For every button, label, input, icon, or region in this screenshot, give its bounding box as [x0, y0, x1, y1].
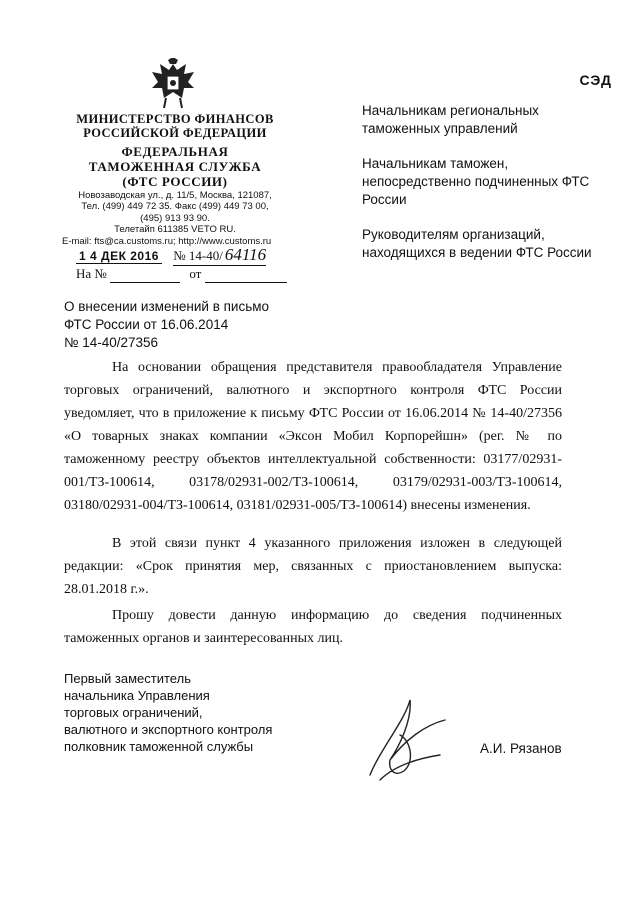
- letter-subject: [64, 298, 314, 353]
- addressee-3: Руководителям организаций, находящихся в ведении ФТС России: [362, 227, 592, 261]
- body-paragraph-2: [64, 532, 562, 601]
- body-paragraph-1: [64, 356, 562, 517]
- body-paragraph-3: [64, 604, 562, 650]
- signatory-title-line-1: Первый заместитель: [64, 671, 191, 686]
- signatory-title-line-2: начальника Управления: [64, 688, 210, 703]
- signatory-title: [64, 670, 324, 755]
- paragraph-2-text: В этой связи пункт 4 указанного приложения изложен в следующей редакции: «Срок принятия мер, связанных с приостановлением выпуска: 28.01.2018 г.».: [64, 536, 562, 597]
- subject-line-1: О внесении изменений в письмо: [64, 299, 270, 314]
- ministry-line-2: РОССИЙСКОЙ ФЕДЕРАЦИИ: [83, 126, 267, 141]
- service-name: [60, 145, 290, 190]
- reply-reference-line: [76, 266, 287, 283]
- reply-date-blank: [205, 266, 287, 283]
- email-line: E-mail: fts@ca.customs.ru; http://www.customs.ru: [62, 235, 272, 247]
- registration-date: 1 4 ДЕК 2016: [76, 249, 162, 264]
- registration-number-handwritten: 64116: [224, 245, 267, 264]
- phone-line-2: (495) 913 93 90.: [140, 212, 210, 224]
- service-line-2: ТАМОЖЕННАЯ СЛУЖБА: [88, 158, 262, 174]
- registration-line: [76, 245, 266, 266]
- addressee-2: Начальникам таможен, непосредственно подчиненных ФТС России: [362, 156, 590, 208]
- signatory-title-line-3: торговых ограничений,: [64, 705, 203, 720]
- signatory-title-line-4: валютного и экспортного контроля: [64, 722, 273, 737]
- reply-number-blank: [110, 266, 180, 283]
- coat-of-arms-icon: [150, 58, 196, 110]
- service-line-3: (ФТС РОССИИ): [122, 173, 228, 189]
- signatory-name: А.И. Рязанов: [480, 741, 562, 756]
- document-system-mark: СЭД: [579, 72, 612, 88]
- addressee-1: Начальникам региональных таможенных управлений: [362, 103, 539, 137]
- ministry-line-1: МИНИСТЕРСТВО ФИНАНСОВ: [76, 112, 274, 126]
- subject-line-2: ФТС России от 16.06.2014: [64, 317, 229, 333]
- reply-from-label: от: [189, 266, 202, 281]
- signatory-title-line-5: полковник таможенной службы: [64, 739, 254, 754]
- paragraph-3-text: Прошу довести данную информацию до сведения подчиненных таможенных органов и заинтересованных лиц.: [64, 608, 562, 646]
- reply-number-label: На №: [76, 266, 107, 281]
- handwritten-signature: [350, 690, 460, 790]
- teletype-line: Телетайп 611385 VETO RU.: [114, 224, 236, 236]
- subject-line-3: № 14-40/27356: [64, 335, 159, 351]
- paragraph-1-text: На основании обращения представителя правообладателя Управление торговых ограничений, валютного и экспортного контроля ФТС России уведомляет, что в приложение к письму ФТС России от 16.06.2014 № 14-40/27356 «О товарных знаках компании «Эксон Мобил Корпорейшн» (рег. № по таможенному реестру объектов интеллектуальной собственности: 03177/02931-001/ТЗ-100614, 03178/02931-002/ТЗ-100614, 03179/02931-003/ТЗ-100614, 03180/02931-004/ТЗ-100614, 03181/02931-005/ТЗ-100614) внесены изменения.: [64, 360, 562, 513]
- sender-contacts: [62, 190, 288, 247]
- service-line-1: ФЕДЕРАЛЬНАЯ: [121, 144, 229, 159]
- registration-number-prefix: № 14-40/: [173, 248, 223, 263]
- phone-line: Тел. (499) 449 72 35. Факс (499) 449 73 00,: [81, 201, 269, 213]
- ministry-name: [60, 112, 290, 141]
- address-line: Новозаводская ул., д. 11/5, Москва, 121087,: [78, 190, 272, 201]
